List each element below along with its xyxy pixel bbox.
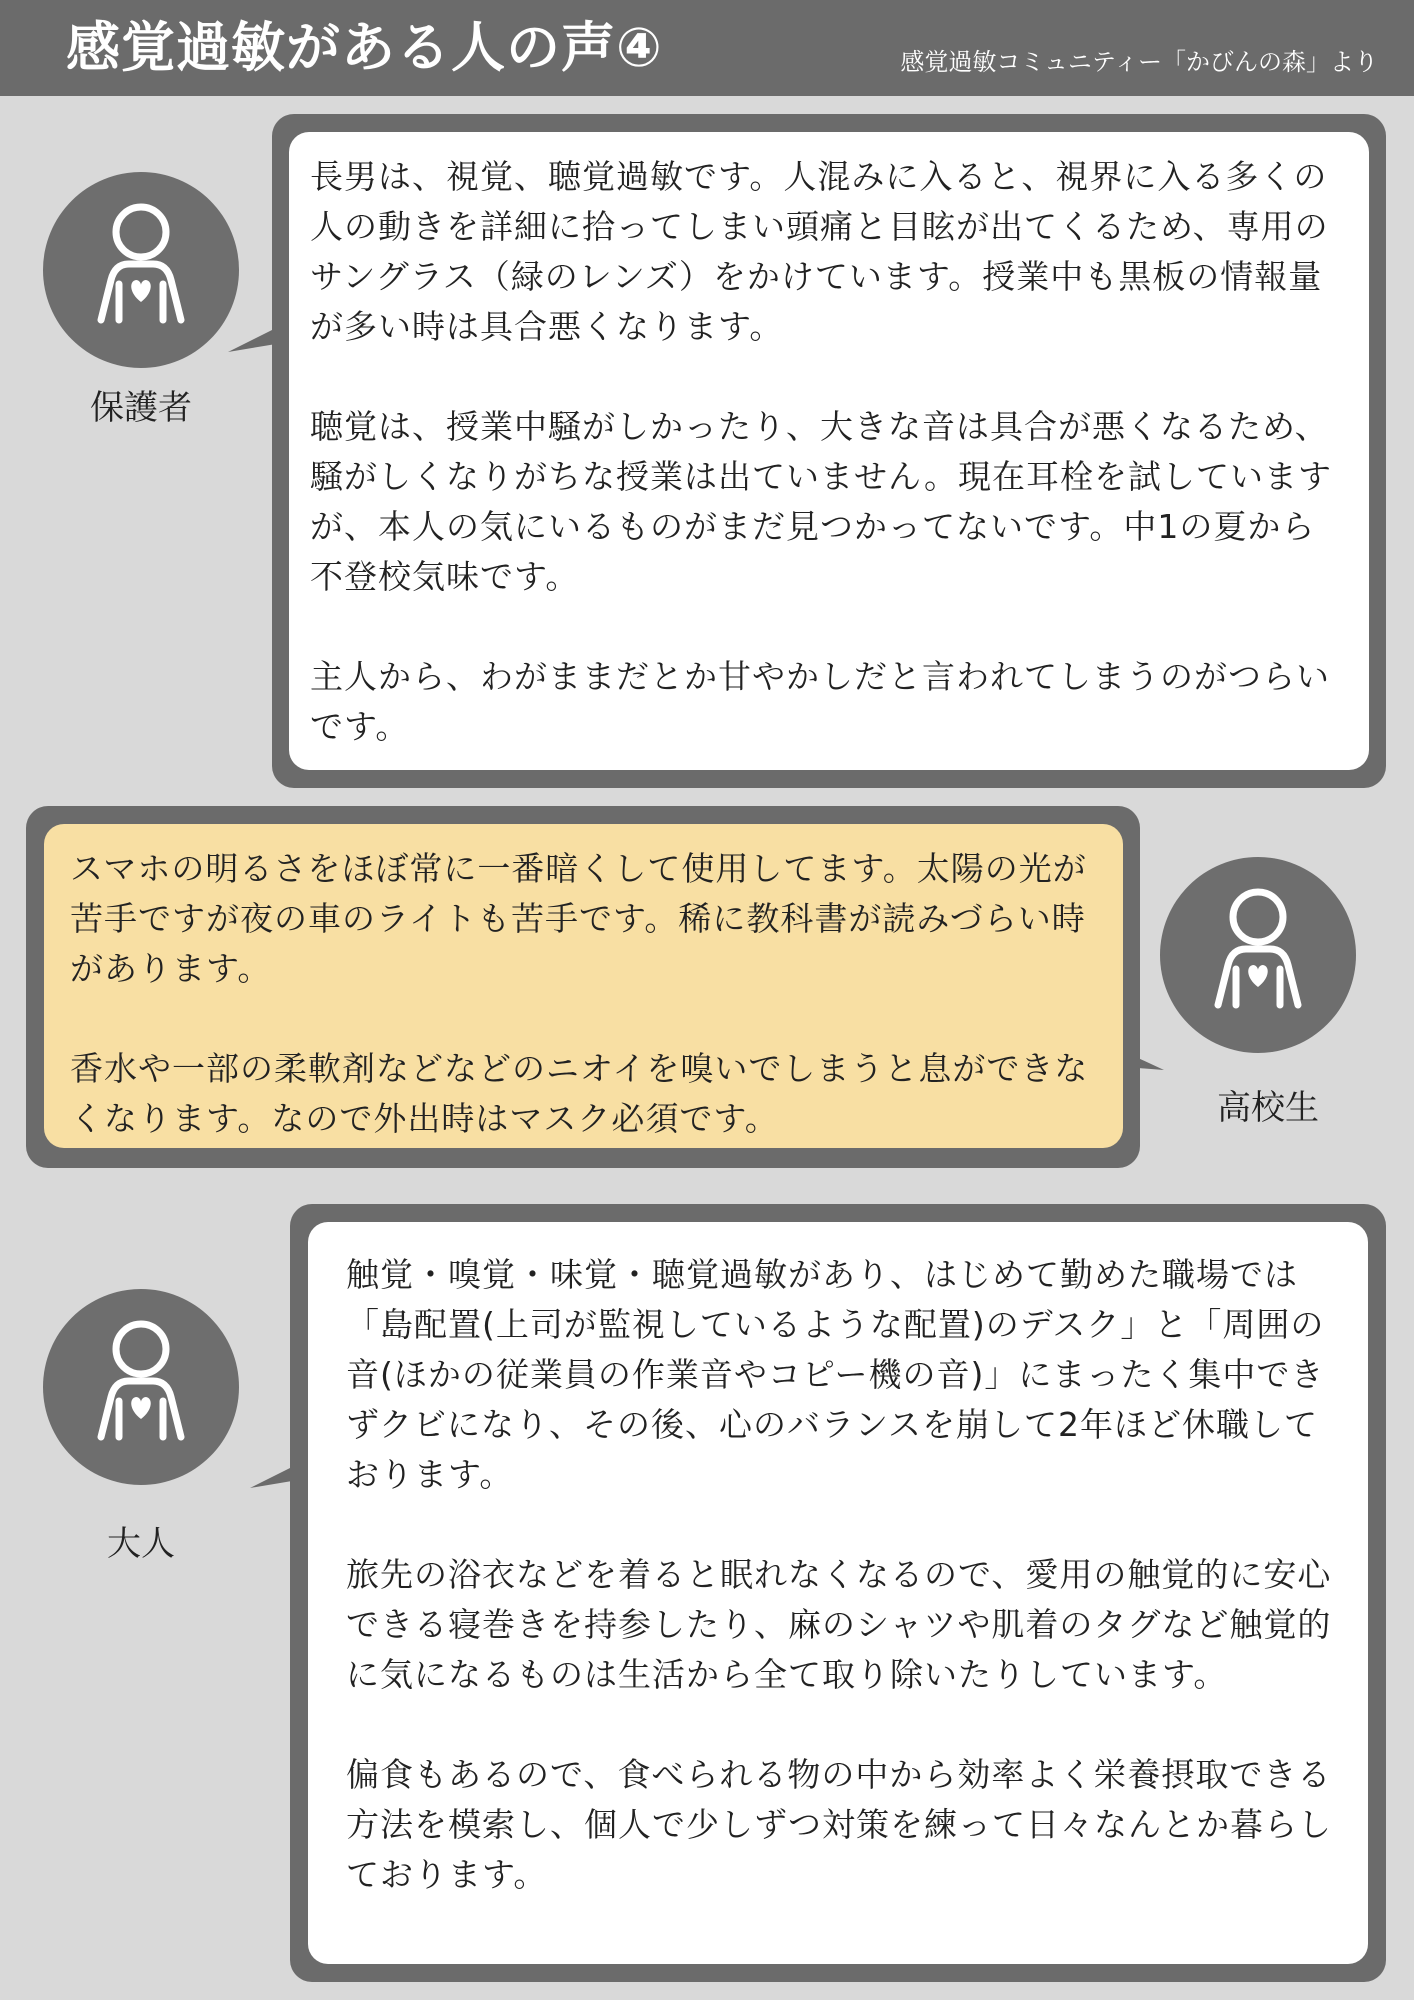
speech-bubble-adult [308, 1222, 1368, 1964]
voice-paragraph: 長男は、視覚、聴覚過敏です。人混みに入ると、視界に入る多くの人の動きを詳細に拾ってしまい頭痛と目眩が出てくるため、専用のサングラス（緑のレンズ）をかけています。授業中も黒板の情報量が多い時は具合悪くなります。 [310, 157, 1329, 346]
voice-paragraph: 触覚・嗅覚・味覚・聴覚過敏があり、はじめて勤めた職場では「島配置(上司が監視しているような配置)のデスク」と「周囲の音(ほかの従業員の作業音やコピー機の音)」にまったく集中できずクビになり、その後、心のバランスを崩して2年ほど休職しております。 [346, 1255, 1325, 1494]
speaker-label-guardian: 保護者 [90, 388, 192, 428]
speech-bubble-highschooler [44, 824, 1123, 1148]
source-credit: 感覚過敏コミュニティー「かびんの森」より [900, 48, 1378, 76]
voice-paragraph: スマホの明るさをほぼ常に一番暗くして使用してます。太陽の光が苦手ですが夜の車のライトも苦手です。稀に教科書が読みづらい時があります。 [70, 849, 1087, 988]
speaker-label-highschooler: 高校生 [1217, 1088, 1319, 1128]
avatar-highschooler [1160, 857, 1356, 1053]
speech-tail [228, 320, 276, 354]
person-heart-icon [1160, 857, 1356, 1053]
voice-paragraph: 旅先の浴衣などを着ると眠れなくなるので、愛用の触覚的に安心できる寝巻きを持参したり、麻のシャツや肌着のタグなど触覚的に気になるものは生活から全て取り除いたりしています。 [346, 1555, 1332, 1694]
speech-tail [1138, 1056, 1166, 1076]
voice-paragraph: 聴覚は、授業中騒がしかったり、大きな音は具合が悪くなるため、騒がしくなりがちな授業は出ていません。現在耳栓を試していますが、本人の気にいるものがまだ見つかってないです。中1の夏から不登校気味です。 [310, 407, 1332, 596]
voice-paragraph: 香水や一部の柔軟剤などなどのニオイを嗅いでしまうと息ができなくなります。なので外出時はマスク必須です。 [70, 1049, 1089, 1138]
voice-paragraph: 偏食もあるので、食べられる物の中から効率よく栄養摂取できる方法を模索し、個人で少しずつ対策を練って日々なんとか暮らしております。 [346, 1755, 1332, 1894]
voice-paragraph: 主人から、わがままだとか甘やかしだと言われてしまうのがつらいです。 [310, 657, 1330, 746]
page-title: 感覚過敏がある人の声④ [66, 16, 663, 79]
header-bar [0, 0, 1414, 96]
avatar-adult [43, 1289, 239, 1485]
person-heart-icon [43, 172, 239, 368]
avatar-guardian [43, 172, 239, 368]
person-heart-icon [43, 1289, 239, 1485]
speech-bubble-guardian [289, 132, 1369, 770]
speaker-label-adult: 大人 [107, 1524, 175, 1564]
